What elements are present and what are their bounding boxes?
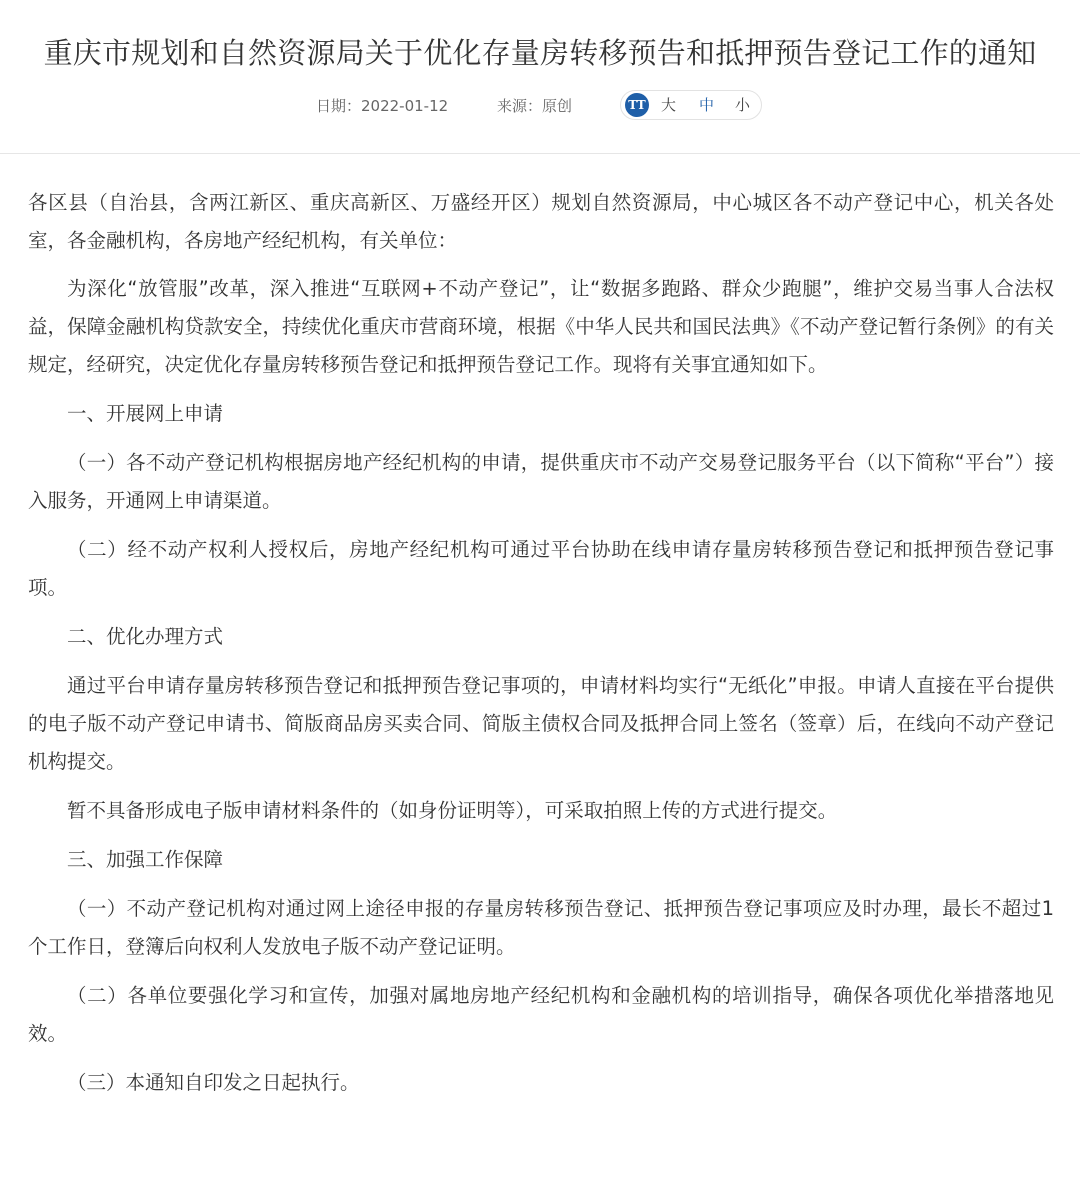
font-size-small-button[interactable]: 小 bbox=[735, 96, 751, 114]
section-paragraph: （三）本通知自印发之日起执行。 bbox=[67, 1071, 360, 1094]
article-body bbox=[28, 184, 1054, 1113]
section-paragraph: 暂不具备形成电子版申请材料条件的（如身份证明等），可采取拍照上传的方式进行提交。 bbox=[67, 799, 838, 822]
article-title: 重庆市规划和自然资源局关于优化存量房转移预告和抵押预告登记工作的通知 bbox=[43, 36, 1037, 70]
intro-paragraph: 为深化“放管服”改革，深入推进“互联网+不动产登记”，让“数据多跑路、群众少跑腿”，维护交易当事人合法权益，保障金融机构贷款安全，持续优化重庆市营商环境，根据《中华人民共和国民法典》《不动产登记暂行条例》的有关规定，经研究，决定优化存量房转移预告登记和抵押预告登记工作。现将有关事宜通知如下。 bbox=[28, 277, 1054, 376]
greeting-paragraph: 各区县（自治县，含两江新区、重庆高新区、万盛经开区）规划自然资源局，中心城区各不动产登记中心，机关各处室，各金融机构，各房地产经纪机构，有关单位： bbox=[28, 191, 1054, 252]
font-size-large-button[interactable]: 大 bbox=[661, 96, 677, 114]
section-heading: 三、加强工作保障 bbox=[67, 848, 224, 871]
section-paragraph: （一）不动产登记机构对通过网上途径申报的存量房转移预告登记、抵押预告登记事项应及时办理，最长不超过1个工作日，登簿后向权利人发放电子版不动产登记证明。 bbox=[28, 897, 1054, 958]
publish-date: 日期：2022-01-12 bbox=[316, 97, 449, 115]
section-paragraph: （一）各不动产登记机构根据房地产经纪机构的申请，提供重庆市不动产交易登记服务平台（以下简称“平台”）接入服务，开通网上申请渠道。 bbox=[28, 451, 1054, 512]
section-heading: 二、优化办理方式 bbox=[67, 625, 224, 648]
section-paragraph: （二）各单位要强化学习和宣传，加强对属地房地产经纪机构和金融机构的培训指导，确保各项优化举措落地见效。 bbox=[28, 984, 1054, 1045]
font-size-medium-button[interactable]: 中 bbox=[699, 96, 715, 114]
section-paragraph: 通过平台申请存量房转移预告登记和抵押预告登记事项的，申请材料均实行“无纸化”申报。申请人直接在平台提供的电子版不动产登记申请书、简版商品房买卖合同、简版主债权合同及抵押合同上签名（签章）后，在线向不动产登记机构提交。 bbox=[28, 674, 1054, 773]
article-meta bbox=[0, 90, 1080, 122]
font-size-control bbox=[620, 90, 762, 120]
section-heading: 一、开展网上申请 bbox=[67, 402, 224, 425]
article-source: 来源：原创 bbox=[497, 97, 573, 115]
text-size-icon: TT bbox=[625, 93, 649, 117]
section-paragraph: （二）经不动产权利人授权后，房地产经纪机构可通过平台协助在线申请存量房转移预告登记和抵押预告登记事项。 bbox=[28, 538, 1054, 599]
article-header bbox=[0, 0, 1080, 154]
